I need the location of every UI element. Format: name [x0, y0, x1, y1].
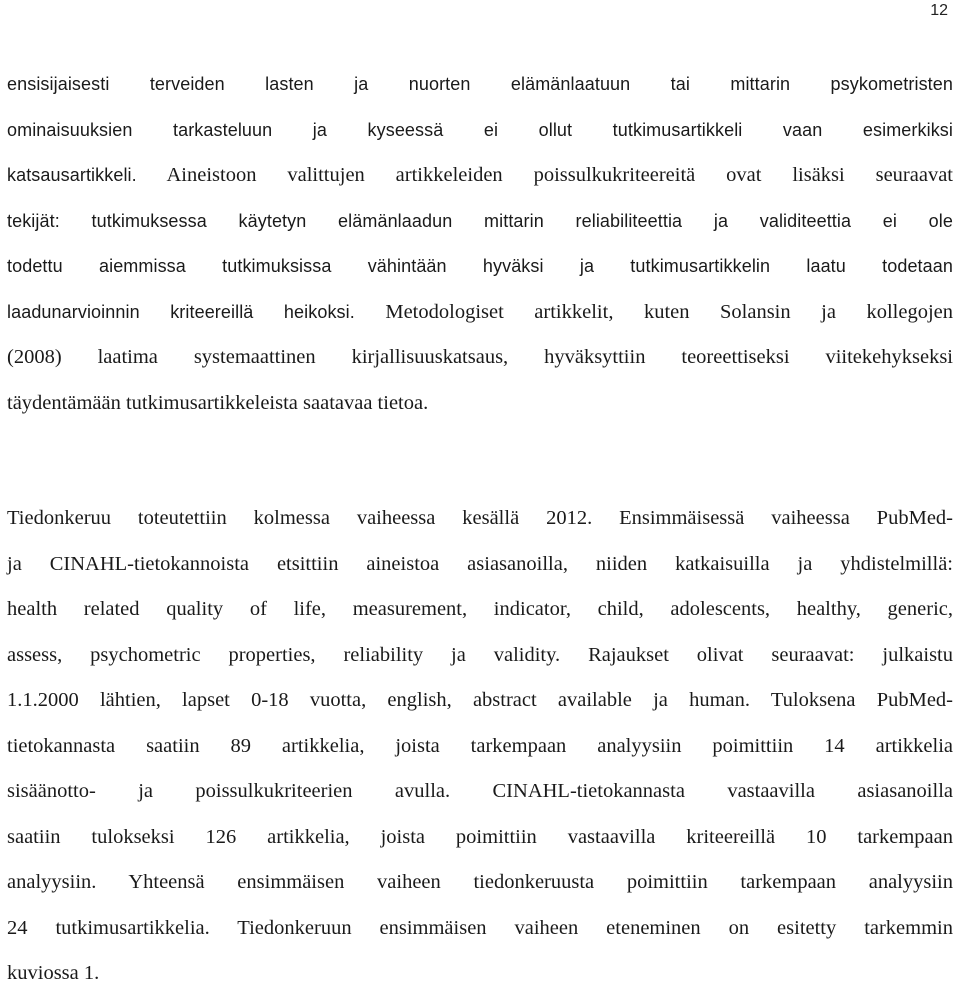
paragraph-2-line: kuviossa 1.: [7, 962, 100, 984]
paragraph-2-line: tietokannasta saatiin 89 artikkelia, joista tarkempaan analyysiin poimittiin 14 artikkelia: [7, 734, 953, 757]
paragraph-1-line: ominaisuuksien tarkasteluun ja kyseessä ei ollut tutkimusartikkeli vaan esimerkiksi: [7, 119, 953, 140]
line-segment-sans: katsausartikkeli.: [7, 165, 137, 185]
paragraph-2-line: 24 tutkimusartikkelia. Tiedonkeruun ensimmäisen vaiheen eteneminen on esitetty tarkemmin: [7, 916, 953, 939]
paragraph-2-line: health related quality of life, measurement, indicator, child, adolescents, healthy, generic,: [7, 598, 953, 620]
paragraph-2-line: ja CINAHL-tietokannoista etsittiin aineistoa asiasanoilla, niiden katkaisuilla ja yhdistelmillä:: [7, 552, 953, 575]
paragraph-2-line: 1.1.2000 lähtien, lapset 0-18 vuotta, english, abstract available ja human. Tuloksena PubMed-: [7, 689, 953, 711]
paragraph-1-line: ensisijaisesti terveiden lasten ja nuorten elämänlaatuun tai mittarin psykometristen: [7, 74, 953, 94]
line-segment-sans: laadunarvioinnin kriteereillä heikoksi.: [7, 301, 355, 322]
page-number: 12: [930, 2, 948, 19]
paragraph-1-line: [7, 290, 953, 336]
paragraph-2-line: saatiin tulokseksi 126 artikkelia, joista poimittiin vastaavilla kriteereillä 10 tarkempaan: [7, 825, 953, 848]
line-segment-serif: Metodologiset artikkelit, kuten Solansin ja kollegojen: [354, 300, 953, 323]
paragraph-1-line: (2008) laatima systemaattinen kirjallisuuskatsaus, hyväksyttiin teoreettiseksi viitekehykseksi: [7, 346, 953, 368]
paragraph-1-line: todettu aiemmissa tutkimuksissa vähintään hyväksi ja tutkimusartikkelin laatu todetaan: [7, 256, 953, 276]
paragraph-2-line: assess, psychometric properties, reliability ja validity. Rajaukset olivat seuraavat: julkaistu: [7, 643, 953, 666]
line-segment-serif: Aineistoon valittujen artikkeleiden poissulkukriteereitä ovat lisäksi seuraavat: [136, 164, 953, 186]
paragraph-2-line: Tiedonkeruu toteutettiin kolmessa vaiheessa kesällä 2012. Ensimmäisessä vaiheessa PubMed-: [7, 507, 953, 529]
paragraph-2: [7, 496, 953, 997]
paragraph-2-line: analyysiin. Yhteensä ensimmäisen vaiheen tiedonkeruusta poimittiin tarkempaan analyysiin: [7, 871, 953, 893]
paragraph-1-line: [7, 153, 953, 199]
paragraph-1-line: täydentämään tutkimusartikkeleista saatavaa tietoa.: [7, 391, 429, 414]
paragraph-1-line: tekijät: tutkimuksessa käytetyn elämänlaadun mittarin reliabiliteettia ja validiteettia ei ole: [7, 210, 953, 231]
paragraph-2-line: sisäänotto- ja poissulkukriteerien avulla. CINAHL-tietokannasta vastaavilla asiasanoilla: [7, 780, 953, 802]
paragraph-1: [7, 62, 953, 426]
